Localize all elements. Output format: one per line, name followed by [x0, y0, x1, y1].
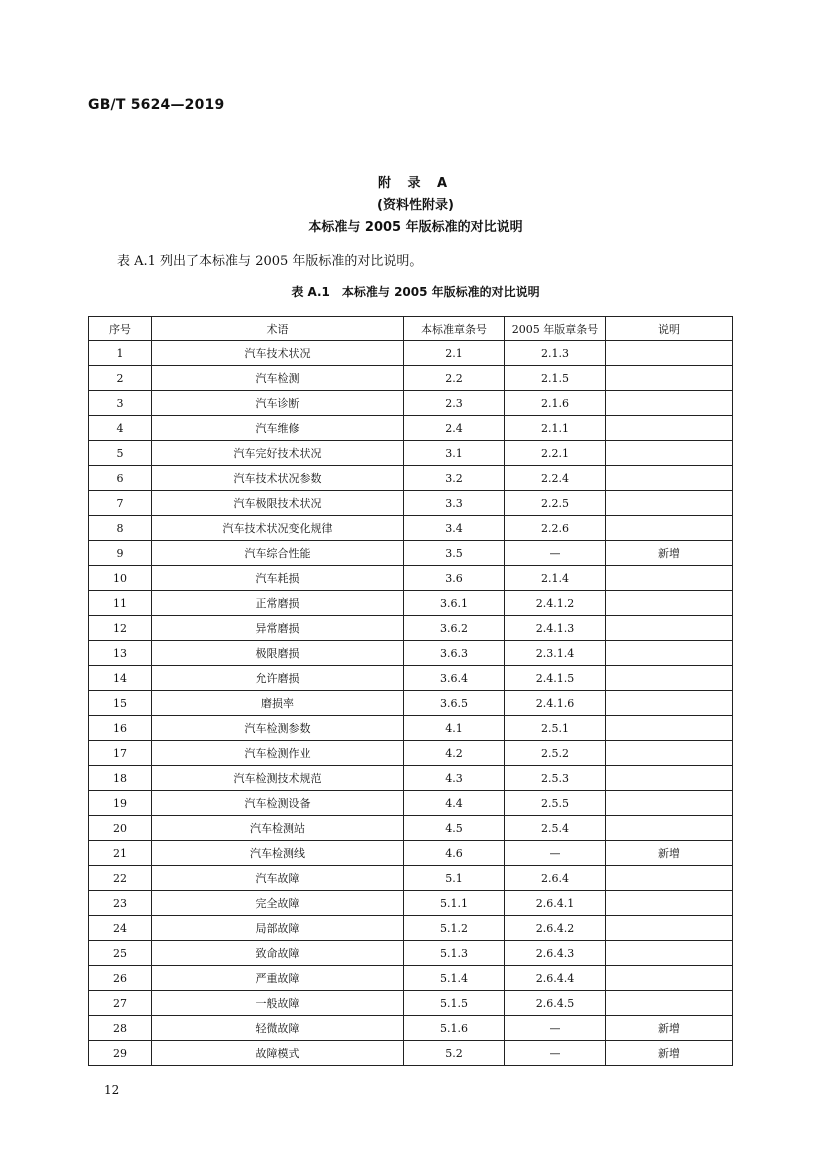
cell-note: [606, 766, 733, 791]
cell-no: 9: [89, 541, 152, 566]
cell-note: [606, 341, 733, 366]
cell-current-clause: 4.5: [404, 816, 505, 841]
table-row: [89, 516, 733, 541]
cell-old-clause: —: [505, 1016, 606, 1041]
cell-no: 8: [89, 516, 152, 541]
cell-current-clause: 2.4: [404, 416, 505, 441]
cell-term: 汽车检测作业: [152, 741, 404, 766]
cell-old-clause: 2.5.3: [505, 766, 606, 791]
cell-old-clause: 2.5.1: [505, 716, 606, 741]
table-row: [89, 816, 733, 841]
cell-term: 一般故障: [152, 991, 404, 1016]
cell-note: [606, 416, 733, 441]
table-row: [89, 766, 733, 791]
cell-no: 10: [89, 566, 152, 591]
cell-current-clause: 4.2: [404, 741, 505, 766]
cell-current-clause: 4.3: [404, 766, 505, 791]
cell-old-clause: 2.1.4: [505, 566, 606, 591]
cell-note: [606, 616, 733, 641]
cell-old-clause: 2.2.1: [505, 441, 606, 466]
cell-old-clause: —: [505, 541, 606, 566]
cell-term: 异常磨损: [152, 616, 404, 641]
table-row: [89, 566, 733, 591]
cell-old-clause: 2.5.2: [505, 741, 606, 766]
cell-term: 轻微故障: [152, 1016, 404, 1041]
cell-note: 新增: [606, 841, 733, 866]
cell-old-clause: 2.2.6: [505, 516, 606, 541]
cell-note: [606, 791, 733, 816]
cell-no: 3: [89, 391, 152, 416]
cell-term: 汽车技术状况变化规律: [152, 516, 404, 541]
cell-term: 汽车检测技术规范: [152, 766, 404, 791]
standard-code: GB/T 5624—2019: [88, 97, 225, 113]
cell-current-clause: 2.1: [404, 341, 505, 366]
cell-no: 7: [89, 491, 152, 516]
cell-note: [606, 491, 733, 516]
cell-note: [606, 366, 733, 391]
table-row: [89, 1041, 733, 1066]
cell-current-clause: 5.1.3: [404, 941, 505, 966]
cell-old-clause: 2.4.1.2: [505, 591, 606, 616]
cell-current-clause: 5.1.6: [404, 1016, 505, 1041]
cell-note: [606, 566, 733, 591]
cell-current-clause: 5.1.1: [404, 891, 505, 916]
cell-current-clause: 3.6: [404, 566, 505, 591]
cell-term: 严重故障: [152, 966, 404, 991]
cell-current-clause: 4.4: [404, 791, 505, 816]
cell-note: [606, 891, 733, 916]
cell-note: [606, 866, 733, 891]
table-header-row: [89, 317, 733, 341]
cell-note: [606, 641, 733, 666]
table-row: [89, 666, 733, 691]
table-row: [89, 966, 733, 991]
cell-current-clause: 3.6.3: [404, 641, 505, 666]
cell-note: [606, 966, 733, 991]
cell-note: [606, 816, 733, 841]
cell-no: 6: [89, 466, 152, 491]
cell-term: 允许磨损: [152, 666, 404, 691]
cell-term: 汽车极限技术状况: [152, 491, 404, 516]
cell-no: 11: [89, 591, 152, 616]
page-number: 12: [104, 1083, 120, 1097]
table-row: [89, 716, 733, 741]
cell-old-clause: 2.6.4.4: [505, 966, 606, 991]
appendix-title: 附 录 A: [377, 176, 454, 191]
cell-note: [606, 666, 733, 691]
cell-term: 汽车检测参数: [152, 716, 404, 741]
cell-current-clause: 4.6: [404, 841, 505, 866]
cell-old-clause: 2.3.1.4: [505, 641, 606, 666]
table-row: [89, 1016, 733, 1041]
cell-note: [606, 516, 733, 541]
cell-current-clause: 2.3: [404, 391, 505, 416]
header-note: 说明: [606, 317, 733, 341]
table-row: [89, 791, 733, 816]
cell-no: 14: [89, 666, 152, 691]
table-row: [89, 941, 733, 966]
cell-old-clause: 2.6.4.1: [505, 891, 606, 916]
table-row: [89, 641, 733, 666]
table-row: [89, 441, 733, 466]
table-row: [89, 591, 733, 616]
cell-note: [606, 916, 733, 941]
cell-old-clause: 2.5.5: [505, 791, 606, 816]
table-row: [89, 916, 733, 941]
cell-term: 汽车耗损: [152, 566, 404, 591]
cell-old-clause: 2.2.5: [505, 491, 606, 516]
cell-term: 汽车检测: [152, 366, 404, 391]
cell-current-clause: 5.1.5: [404, 991, 505, 1016]
cell-term: 致命故障: [152, 941, 404, 966]
cell-no: 15: [89, 691, 152, 716]
cell-old-clause: 2.4.1.5: [505, 666, 606, 691]
cell-current-clause: 4.1: [404, 716, 505, 741]
cell-term: 汽车检测站: [152, 816, 404, 841]
cell-no: 2: [89, 366, 152, 391]
cell-current-clause: 3.6.4: [404, 666, 505, 691]
cell-note: 新增: [606, 541, 733, 566]
cell-no: 12: [89, 616, 152, 641]
cell-old-clause: 2.2.4: [505, 466, 606, 491]
cell-current-clause: 3.6.2: [404, 616, 505, 641]
cell-old-clause: 2.6.4.5: [505, 991, 606, 1016]
cell-no: 23: [89, 891, 152, 916]
cell-no: 1: [89, 341, 152, 366]
cell-no: 20: [89, 816, 152, 841]
cell-current-clause: 5.1.2: [404, 916, 505, 941]
table-row: [89, 391, 733, 416]
cell-current-clause: 3.4: [404, 516, 505, 541]
cell-term: 汽车故障: [152, 866, 404, 891]
cell-no: 24: [89, 916, 152, 941]
cell-note: [606, 391, 733, 416]
cell-no: 5: [89, 441, 152, 466]
cell-current-clause: 5.1.4: [404, 966, 505, 991]
intro-paragraph: 表 A.1 列出了本标准与 2005 年版标准的对比说明。: [117, 254, 423, 269]
cell-no: 25: [89, 941, 152, 966]
table-row: [89, 416, 733, 441]
cell-old-clause: 2.1.6: [505, 391, 606, 416]
table-row: [89, 841, 733, 866]
cell-no: 28: [89, 1016, 152, 1041]
table-row: [89, 366, 733, 391]
table-row: [89, 616, 733, 641]
cell-term: 磨损率: [152, 691, 404, 716]
appendix-subtitle: 本标准与 2005 年版标准的对比说明: [308, 220, 523, 235]
cell-no: 26: [89, 966, 152, 991]
cell-old-clause: 2.5.4: [505, 816, 606, 841]
table-row: [89, 866, 733, 891]
cell-no: 29: [89, 1041, 152, 1066]
cell-current-clause: 3.1: [404, 441, 505, 466]
cell-current-clause: 5.2: [404, 1041, 505, 1066]
cell-note: 新增: [606, 1016, 733, 1041]
cell-old-clause: 2.4.1.6: [505, 691, 606, 716]
cell-term: 汽车技术状况参数: [152, 466, 404, 491]
cell-term: 汽车技术状况: [152, 341, 404, 366]
cell-old-clause: —: [505, 841, 606, 866]
cell-old-clause: 2.1.3: [505, 341, 606, 366]
cell-old-clause: 2.6.4: [505, 866, 606, 891]
cell-term: 局部故障: [152, 916, 404, 941]
cell-term: 故障模式: [152, 1041, 404, 1066]
cell-no: 17: [89, 741, 152, 766]
cell-old-clause: 2.6.4.3: [505, 941, 606, 966]
cell-no: 22: [89, 866, 152, 891]
cell-term: 极限磨损: [152, 641, 404, 666]
cell-old-clause: 2.6.4.2: [505, 916, 606, 941]
cell-old-clause: 2.1.5: [505, 366, 606, 391]
cell-note: [606, 591, 733, 616]
cell-note: [606, 466, 733, 491]
cell-term: 汽车完好技术状况: [152, 441, 404, 466]
table-row: [89, 991, 733, 1016]
cell-term: 完全故障: [152, 891, 404, 916]
header-current-clause: 本标准章条号: [404, 317, 505, 341]
comparison-table: [88, 316, 733, 1066]
cell-term: 汽车综合性能: [152, 541, 404, 566]
table-row: [89, 541, 733, 566]
cell-current-clause: 3.2: [404, 466, 505, 491]
table-row: [89, 891, 733, 916]
cell-note: [606, 741, 733, 766]
cell-old-clause: 2.4.1.3: [505, 616, 606, 641]
header-no: 序号: [89, 317, 152, 341]
cell-current-clause: 2.2: [404, 366, 505, 391]
cell-old-clause: —: [505, 1041, 606, 1066]
table-caption: 表 A.1 本标准与 2005 年版标准的对比说明: [291, 285, 540, 299]
cell-no: 18: [89, 766, 152, 791]
cell-current-clause: 3.3: [404, 491, 505, 516]
cell-note: 新增: [606, 1041, 733, 1066]
table-row: [89, 491, 733, 516]
cell-note: [606, 441, 733, 466]
cell-current-clause: 3.6.1: [404, 591, 505, 616]
cell-note: [606, 941, 733, 966]
cell-term: 汽车诊断: [152, 391, 404, 416]
appendix-type: (资料性附录): [377, 198, 454, 213]
cell-no: 16: [89, 716, 152, 741]
cell-current-clause: 3.6.5: [404, 691, 505, 716]
cell-term: 汽车检测设备: [152, 791, 404, 816]
cell-term: 汽车维修: [152, 416, 404, 441]
table-row: [89, 341, 733, 366]
cell-no: 4: [89, 416, 152, 441]
table-row: [89, 691, 733, 716]
table-row: [89, 466, 733, 491]
header-term: 术语: [152, 317, 404, 341]
cell-note: [606, 691, 733, 716]
cell-no: 19: [89, 791, 152, 816]
cell-no: 21: [89, 841, 152, 866]
cell-old-clause: 2.1.1: [505, 416, 606, 441]
cell-note: [606, 991, 733, 1016]
table-row: [89, 741, 733, 766]
cell-current-clause: 5.1: [404, 866, 505, 891]
cell-no: 27: [89, 991, 152, 1016]
cell-current-clause: 3.5: [404, 541, 505, 566]
cell-term: 正常磨损: [152, 591, 404, 616]
table-body: [89, 341, 733, 1066]
cell-note: [606, 716, 733, 741]
cell-no: 13: [89, 641, 152, 666]
cell-term: 汽车检测线: [152, 841, 404, 866]
header-old-clause: 2005 年版章条号: [505, 317, 606, 341]
